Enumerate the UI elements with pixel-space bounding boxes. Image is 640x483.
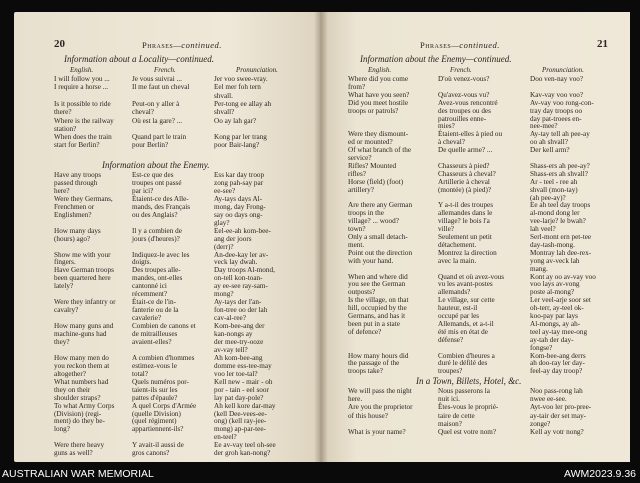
phrase-french: D'où venez-vous? (438, 75, 490, 83)
phrase-pronunciation: Ess kar day troop (214, 171, 265, 179)
footer-credit: AUSTRALIAN WAR MEMORIAL (2, 468, 154, 480)
phrase-pronunciation: Shass-ers ah shvall? (530, 169, 588, 178)
phrase-english: they on their (54, 385, 91, 394)
phrase-pronunciation: ay-tah der day- (530, 335, 574, 344)
phrase-english: you reckon them at (54, 361, 110, 370)
phrase-pronunciation: mong) ap-par-tee- (214, 425, 266, 434)
phrase-pronunciation: kan-nongs ay (214, 330, 253, 338)
phrase-french: des troupes ou des (438, 106, 491, 115)
phrase-french: été mis en état de (438, 327, 488, 336)
phrase-pronunciation: Kom-bee-ang derrs (530, 351, 586, 360)
phrase-french: Le village, sur cette (438, 296, 495, 305)
phrase-english: town? (348, 225, 366, 234)
phrase-french: village? le bois l'a (438, 217, 490, 226)
phrase-french: Y avait-il aussi de (132, 441, 184, 450)
phrase-pronunciation: oh-terr, ay-teel ok- (530, 304, 584, 313)
phrase-english: fingers. (54, 258, 76, 267)
phrase-english: Where did you come (348, 75, 409, 83)
phrase-french: allemands? (438, 288, 471, 297)
phrase-english: What is your name? (348, 428, 406, 436)
phrase-pronunciation: glay? (214, 218, 230, 227)
phrase-french: Indiquez-le avec les (132, 250, 190, 259)
phrase-pronunciation: Der kell arm? (530, 146, 570, 155)
footer-accession-number: AWM2023.9.36 (564, 468, 636, 480)
phrase-english: Is the village, on that (348, 296, 409, 305)
phrase-english: Only a small detach- (348, 233, 408, 241)
phrase-english: Are there any German (348, 201, 413, 210)
phrase-english: How many hours did (348, 351, 409, 360)
phrase-english: they? (54, 337, 70, 346)
page-number: 21 (597, 38, 608, 50)
phrase-pronunciation: Montray lah dee-rex- (530, 248, 592, 257)
phrase-pronunciation: feel-ay day troop? (530, 367, 583, 376)
phrase-pronunciation: voo lays av-vong (530, 280, 580, 289)
phrase-french: Peut-on y aller à (132, 99, 180, 108)
phrase-english: rifles? (348, 169, 366, 178)
phrase-english: What numbers had (54, 377, 109, 386)
phrase-pronunciation: Ayt-voo ler pro-pree- (530, 403, 592, 412)
phrase-english: What have you seen? (348, 90, 410, 99)
phrase-english: (Division) (regi- (54, 409, 102, 418)
phrase-english: been quartered here (54, 274, 111, 283)
left-page (14, 12, 320, 462)
phrase-english: When does the train (54, 133, 112, 142)
phrase-pronunciation: Noo pass-rong lah (530, 387, 583, 395)
phrase-pronunciation: nwee ee-see. (530, 395, 567, 404)
phrase-english: How many men do (54, 353, 109, 362)
phrase-english: To what Army Corps (54, 401, 115, 410)
phrase-english: I will follow you ... (54, 75, 110, 83)
phrase-french: Il me faut un cheval (132, 83, 190, 92)
phrase-english: village? ... wood? (348, 217, 399, 226)
phrase-english: there? (54, 108, 72, 117)
phrase-pronunciation: ee-see? (214, 186, 236, 195)
phrase-french: Chasseurs à pied? (438, 161, 490, 170)
phrase-english: troops or patrols? (348, 106, 399, 115)
phrase-french: Où est la gare? ... (132, 116, 183, 125)
phrase-english: Englishmen? (54, 210, 92, 219)
section-heading: Information about the Enemy—continued. (360, 54, 512, 64)
column-header-english: English. (70, 66, 94, 74)
phrase-english: Did you meet hostile (348, 98, 409, 107)
phrase-french: mandes, ont-elles (132, 274, 183, 283)
phrase-pronunciation: nee-mee? (530, 122, 558, 131)
phrase-pronunciation: day-tash-mong. (530, 240, 575, 249)
phrase-pronunciation: Doo ven-nay voo? (530, 75, 584, 83)
phrase-english: Germans, and has it (348, 312, 406, 320)
phrase-pronunciation: ang der joors (214, 234, 252, 243)
phrase-french: estimez-vous le (132, 361, 177, 370)
phrase-french: Je vous suivrai ... (132, 75, 182, 83)
phrase-french: Êtes-vous le proprié- (438, 403, 499, 412)
phrase-french: troupes ont passé (132, 178, 182, 187)
phrase-english: of this house? (348, 411, 388, 420)
phrase-french: hauteur, est-il (438, 304, 478, 313)
section-heading: In a Town, Billets, Hotel, &c. (416, 376, 522, 386)
phrase-french: détachement. (438, 240, 477, 249)
phrase-pronunciation: voo ler toe-tal? (214, 369, 258, 378)
phrase-pronunciation: tray day troops oo (530, 106, 583, 115)
phrase-english: Are you the proprietor (348, 403, 413, 412)
phrase-pronunciation: Ler veel-arje soor set (530, 296, 591, 305)
phrase-pronunciation: lah veel? (530, 225, 556, 234)
phrase-french: pattes d'épaule? (132, 393, 178, 402)
phrase-pronunciation: Day troops Al-mond, (214, 266, 275, 275)
phrase-english: How many days (54, 226, 101, 235)
phrase-french: mands, des Français (132, 202, 191, 211)
phrase-english: service? (348, 154, 372, 162)
phrase-english: Rifles? Mounted (348, 161, 397, 170)
phrase-french: Quels numéros por- (132, 377, 189, 386)
phrase-pronunciation: Eel mer foh tern (214, 83, 261, 92)
phrase-english: ment. (348, 240, 365, 249)
phrase-english: We will pass the night (348, 387, 412, 395)
phrase-english: Where is the railway (54, 116, 114, 125)
phrase-french: A combien d'hommes (132, 353, 195, 362)
phrase-pronunciation: veck lay dwah. (214, 258, 258, 267)
phrase-english: troops take? (348, 367, 383, 376)
phrase-english: lately? (54, 282, 74, 291)
phrase-english: altogether? (54, 369, 86, 378)
running-head: Phrases—continued. (420, 40, 500, 50)
phrase-pronunciation: Ay-tays days Al- (214, 194, 263, 203)
phrase-pronunciation: say oo days ong- (214, 210, 263, 219)
phrase-pronunciation: Ee ah teel day troops (530, 201, 591, 210)
column-header-french: French. (154, 66, 176, 74)
column-header-pronunciation: Pronunciation. (236, 66, 278, 74)
phrase-pronunciation: ah doo-ray ler day- (530, 359, 585, 368)
phrase-english: here. (348, 395, 363, 404)
phrase-french: Chasseurs à cheval? (438, 169, 496, 178)
phrase-pronunciation: poor Bair-lang? (214, 141, 260, 150)
phrase-pronunciation: al-mond dong ler (530, 209, 580, 218)
phrase-french: nuit ici. (438, 395, 460, 404)
phrase-pronunciation: Jer voo swee-vray. (214, 75, 268, 83)
phrase-french: (quelle Division) (132, 409, 181, 418)
phrase-pronunciation: Kong par ler trang (214, 133, 267, 142)
phrase-french: récemment? (132, 290, 168, 299)
phrase-french: par ici? (132, 186, 154, 195)
phrase-pronunciation: Al-mongs, ay ah- (530, 319, 581, 328)
phrase-pronunciation: Ah kell kore dar-may (214, 401, 276, 410)
phrase-french: Étaient-elles à pied ou (438, 130, 503, 139)
phrase-english: been put in a state (348, 319, 400, 328)
phrase-french: gros canons? (132, 449, 170, 458)
column-header-pronunciation: Pronunciation. (542, 66, 584, 74)
phrase-french: maison? (438, 419, 462, 428)
phrase-french: Avez-vous rencontré (438, 98, 498, 107)
phrase-french: allemandes dans le (438, 209, 493, 218)
phrase-pronunciation: shvall (mon-tay) (530, 185, 578, 194)
book-gutter (314, 12, 328, 462)
open-book (14, 12, 630, 462)
phrase-pronunciation: fon-tree oo der lah (214, 306, 268, 315)
phrase-english: Of what branch of the (348, 146, 412, 155)
phrase-pronunciation: ong) (kell ray-jee- (214, 417, 267, 426)
phrase-english: artillery? (348, 185, 374, 194)
phrase-french: fanterie ou de la (132, 306, 179, 315)
phrase-french: Combien d'heures a (438, 351, 495, 360)
phrase-french: Montrez la direction (438, 248, 497, 257)
phrase-french: Il y a combien de (132, 226, 182, 235)
phrase-english: Show me with your (54, 250, 111, 259)
phrase-french: Des troupes alle- (132, 266, 181, 275)
phrase-english: shoulder straps? (54, 393, 101, 402)
phrase-english: the passage of the (348, 359, 400, 368)
phrase-pronunciation: Ay-tays der l'an- (214, 298, 262, 307)
phrase-french: Quand et où avez-vous (438, 272, 505, 281)
phrase-pronunciation: (derr)? (214, 242, 234, 251)
phrase-french: Était-ce de l'in- (132, 298, 176, 307)
phrase-french: vu les avant-postes (438, 280, 493, 289)
phrase-french: pour Berlin? (132, 141, 169, 150)
phrase-french: Seulement un petit (438, 233, 492, 241)
phrase-pronunciation: por - tain - eel soor (214, 385, 269, 394)
phrase-english: of defence? (348, 327, 382, 336)
phrase-pronunciation: (ah pee-ay)? (530, 193, 566, 202)
phrase-english: (hours) ago? (54, 234, 91, 243)
phrase-english: hill, occupied by the (348, 304, 407, 313)
phrase-pronunciation: av-vay tell? (214, 345, 248, 354)
phrase-pronunciation: Per-tong ee allay ah (214, 99, 272, 108)
phrase-french: cantonné ici (132, 282, 167, 291)
phrase-english: troops in the (348, 209, 384, 218)
phrase-english: Were they infantry or (54, 298, 116, 307)
phrase-pronunciation: yong av-veck lah (530, 256, 580, 265)
phrase-pronunciation: (kell Dee-vees-ee- (214, 409, 267, 418)
phrase-pronunciation: fongse? (530, 343, 553, 352)
phrase-english: guns as well? (54, 449, 93, 458)
phrase-pronunciation: Ay-tay tell ah pee-ay (530, 130, 590, 139)
phrase-english: machine-guns had (54, 330, 107, 338)
phrase-pronunciation: vee-larje? le bwah? (530, 217, 586, 226)
phrase-french: cavalerie? (132, 314, 162, 323)
phrase-pronunciation: teel ay-tay mee-ong (530, 327, 588, 336)
column-header-french: French. (450, 66, 472, 74)
phrase-french: (montée) (à pied)? (438, 185, 492, 194)
phrase-english: Point out the direction (348, 248, 413, 257)
phrase-pronunciation: mong? (214, 290, 234, 299)
phrase-french: ville? (438, 225, 454, 234)
phrase-french: ou des Anglais? (132, 210, 178, 219)
phrase-french: taient-ils sur les (132, 385, 178, 394)
phrase-pronunciation: Eel-ee-ah kom-bee- (214, 226, 271, 235)
phrase-pronunciation: zonge? (530, 419, 551, 428)
phrase-pronunciation: Kav-vay voo voo? (530, 90, 584, 99)
phrase-english: ment) do they be- (54, 417, 105, 426)
section-heading: Information about the Enemy. (102, 160, 210, 170)
phrase-english: Were they Germans, (54, 194, 113, 203)
phrase-pronunciation: Serl-mont ern pet-tee (530, 233, 592, 241)
page-number: 20 (54, 38, 65, 50)
phrase-french: occupé par les (438, 312, 480, 320)
phrase-french: Quand part le train (132, 133, 187, 142)
phrase-pronunciation: en-teel? (214, 433, 237, 442)
phrase-pronunciation: koo-pay par lays (530, 312, 578, 320)
phrase-english: from? (348, 82, 366, 91)
phrase-french: Artillerie à cheval (438, 177, 490, 186)
phrase-pronunciation: Ar - teel - ree ah (530, 177, 578, 186)
phrase-pronunciation: ay-tair der set may- (530, 411, 587, 420)
phrase-pronunciation: Kell new - mair - oh (214, 377, 273, 386)
phrase-french: Nous passerons la (438, 387, 490, 395)
phrase-pronunciation: day pat-troees en- (530, 114, 582, 123)
phrase-pronunciation: der mee-try-ooze (214, 337, 264, 346)
phrase-pronunciation: Kell ay votr nong? (530, 428, 584, 436)
phrase-english: here? (54, 186, 70, 195)
phrase-pronunciation: on-tell kon-toan- (214, 274, 263, 283)
column-header-english: English. (368, 66, 392, 74)
phrase-french: De quelle arme? ... (438, 146, 493, 155)
phrase-english: with your hand. (348, 256, 394, 265)
phrase-pronunciation: domme ess-tee-may (214, 361, 272, 370)
phrase-french: doigts. (132, 258, 152, 267)
phrase-french: duré le défilé des (438, 359, 488, 368)
phrase-english: outposts? (348, 288, 376, 297)
phrase-french: A quel Corps d'Armée (132, 401, 197, 410)
phrase-pronunciation: mang. (530, 264, 548, 273)
phrase-pronunciation: Shass-ers ah pee-ay? (530, 161, 590, 170)
phrase-french: Qu'avez-vous vu? (438, 90, 490, 99)
phrase-french: Y a-t-il des troupes (438, 201, 494, 210)
phrase-french: cheval? (132, 108, 154, 117)
phrase-english: Were there heavy (54, 441, 105, 450)
phrase-pronunciation: mong, day Frong- (214, 202, 266, 211)
phrase-english: I require a horse ... (54, 83, 109, 92)
phrase-pronunciation: shvall? (214, 108, 235, 117)
phrase-english: How many guns and (54, 322, 114, 331)
phrase-french: à cheval? (438, 138, 465, 147)
phrase-french: de mitrailleuses (132, 330, 178, 338)
phrase-pronunciation: ay ee-see ray-sam- (214, 282, 268, 291)
phrase-english: cavalry? (54, 306, 79, 315)
phrase-english: Is it possible to ride (54, 99, 111, 108)
phrase-french: patrouilles enne- (438, 114, 487, 123)
phrase-english: station? (54, 124, 77, 133)
section-heading: Information about a Locality—continued. (64, 54, 214, 64)
phrase-french: Quel est votre nom? (438, 428, 497, 436)
phrase-english: you see the German (348, 280, 406, 289)
phrase-english: start for Berlin? (54, 141, 100, 150)
phrase-french: Est-ce que des (132, 171, 174, 179)
phrase-pronunciation: Kont ay oo av-vay voo (530, 272, 596, 281)
phrase-pronunciation: lay pat day-pole? (214, 393, 264, 402)
phrase-french: Combien de canons et (132, 322, 196, 331)
phrase-french: Étaient-ce des Alle- (132, 194, 189, 203)
phrase-french: (quel régiment) (132, 417, 177, 426)
phrase-french: avec la main. (438, 256, 477, 265)
phrase-pronunciation: Oo ay lah gar? (214, 116, 257, 125)
phrase-english: Were they dismount- (348, 130, 409, 139)
phrase-french: Allemands, et a-t-il (438, 319, 494, 328)
phrase-pronunciation: Ee av-vay teel oh-see (214, 441, 276, 450)
phrase-french: défense? (438, 335, 464, 344)
phrase-english: Have any troops (54, 171, 102, 179)
phrase-english: long? (54, 425, 70, 434)
phrase-english: Have German troops (54, 266, 114, 275)
phrase-english: Frenchmen or (54, 202, 95, 211)
phrase-pronunciation: shvall. (214, 91, 233, 100)
phrase-french: avaient-elles? (132, 337, 172, 346)
phrase-french: troupes? (438, 367, 463, 376)
phrase-english: Horse (field) (foot) (348, 177, 404, 186)
phrase-french: appartiennent-ils? (132, 425, 184, 434)
phrase-french: jours (d'heures)? (132, 234, 180, 243)
right-page (320, 12, 630, 462)
phrase-english: passed through (54, 178, 98, 187)
footer-bar (0, 467, 640, 483)
phrase-pronunciation: An-dee-kay ler av- (214, 250, 269, 259)
phrase-pronunciation: Ah kom-bee-ang (214, 353, 263, 362)
phrase-french: taire de cette (438, 411, 475, 420)
running-head: Phrases—continued. (142, 40, 222, 50)
phrase-french: mies? (438, 122, 455, 131)
phrase-pronunciation: poste al-mong? (530, 288, 575, 297)
phrase-english: When and where did (348, 272, 408, 281)
phrase-pronunciation: oo ah shvall? (530, 138, 568, 147)
phrase-pronunciation: Av-vay voo rong-con- (530, 98, 594, 107)
phrase-pronunciation: zong pah-say par (214, 178, 264, 187)
phrase-french: total? (132, 369, 148, 378)
phrase-pronunciation: der groh kan-nong? (214, 449, 271, 458)
phrase-pronunciation: cav-al-ree? (214, 314, 246, 323)
phrase-pronunciation: Kom-bee-ang der (214, 322, 265, 331)
phrase-english: ed or mounted? (348, 138, 393, 147)
